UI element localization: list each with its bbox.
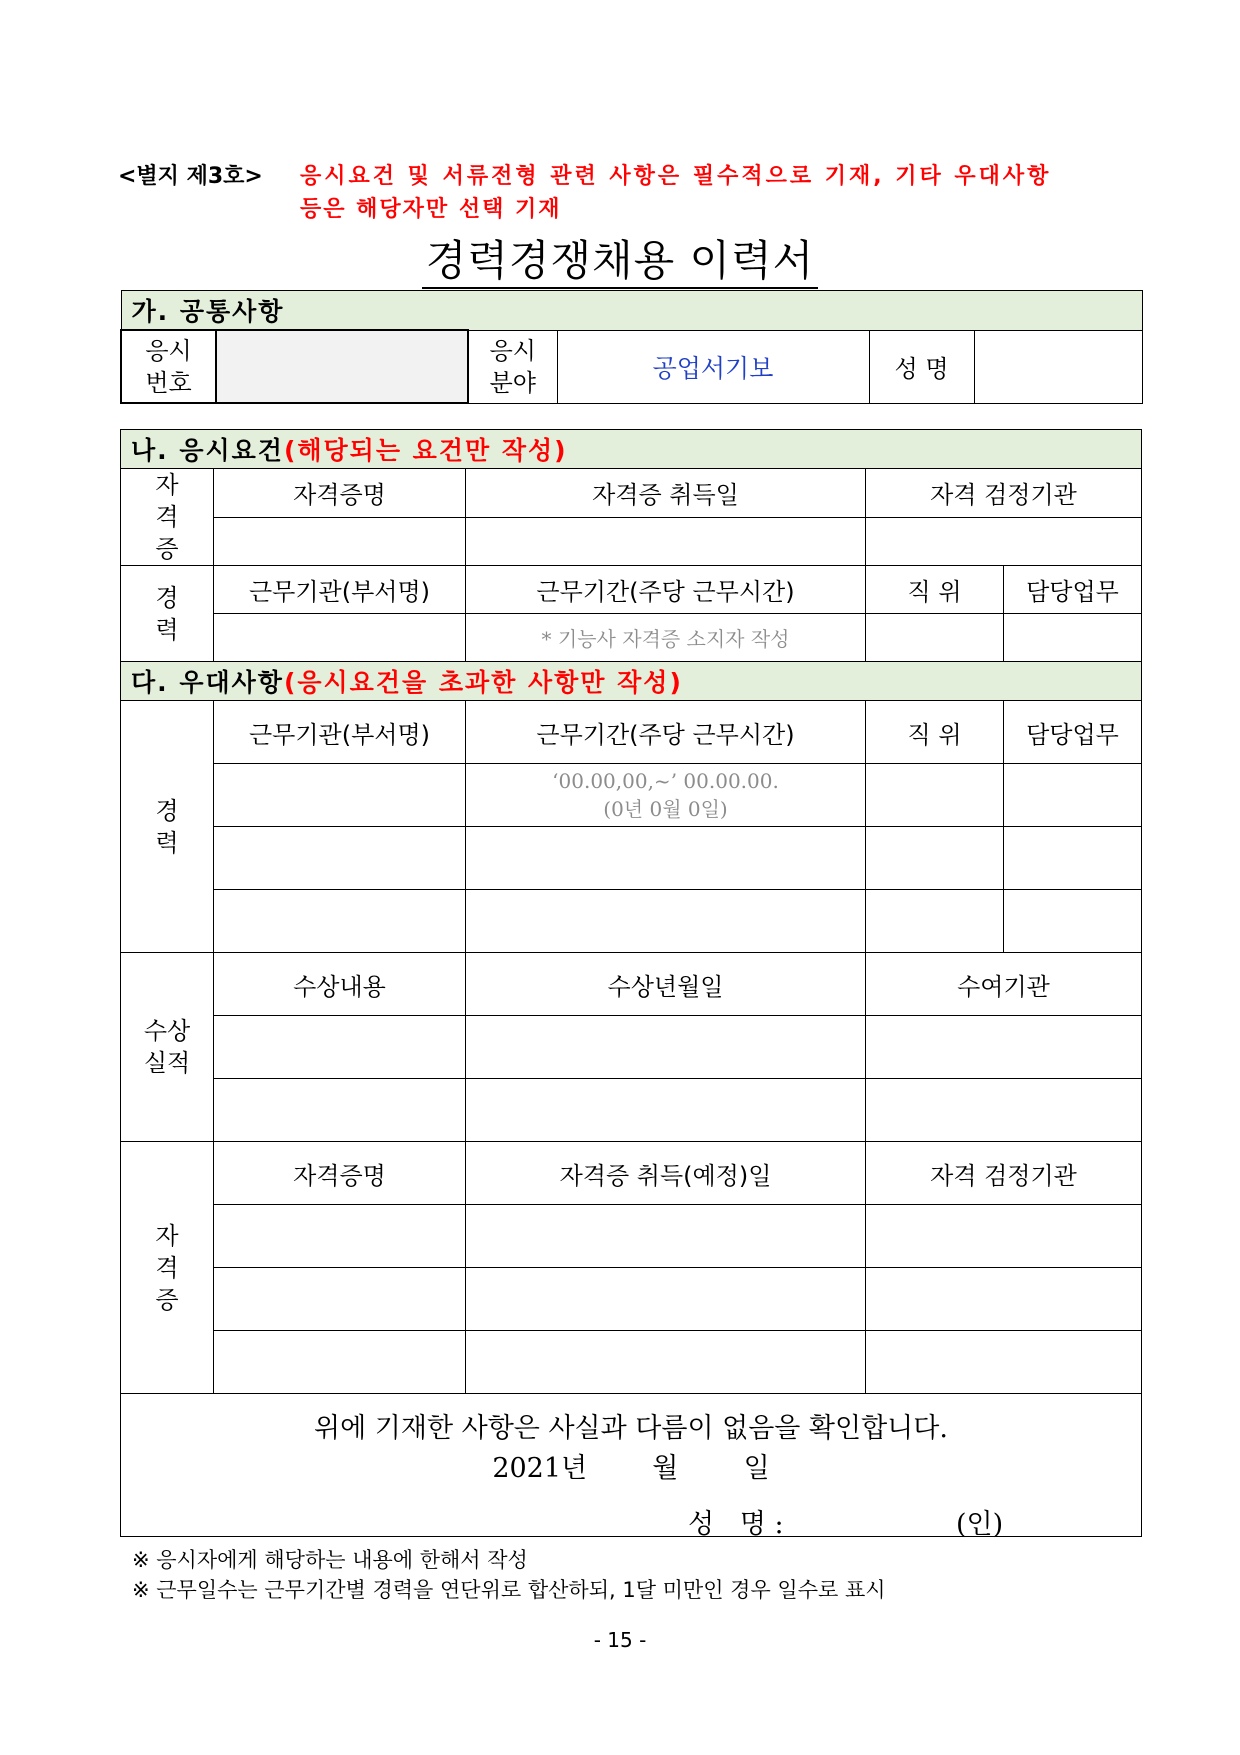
pref-cert-side-char: 자 <box>155 1221 179 1250</box>
req-career-hint[interactable]: * 기능사 자격증 소지자 작성 <box>466 614 866 662</box>
exam-number-label-2: 번호 <box>145 368 192 397</box>
req-cert-name-field[interactable] <box>214 517 466 566</box>
pref-award-row <box>121 1016 1142 1079</box>
document-title: 경력경쟁채용 이력서 <box>422 236 819 289</box>
application-field-label <box>468 330 557 403</box>
pref-cert-date-field[interactable] <box>466 1331 866 1394</box>
pref-award-side-label <box>121 953 214 1142</box>
pref-award-date-field[interactable] <box>466 1079 866 1142</box>
pref-career-position-field[interactable] <box>866 764 1004 827</box>
exam-number-field[interactable] <box>216 330 468 403</box>
req-career-header-org: 근무기관(부서명) <box>214 566 466 614</box>
pref-award-side-line: 수상 <box>143 1017 191 1045</box>
pref-cert-date-field[interactable] <box>466 1268 866 1331</box>
application-field-label-1: 응시 <box>489 336 536 365</box>
pref-career-duty-field[interactable] <box>1004 827 1142 890</box>
confirmation-statement: 위에 기재한 사항은 사실과 다름이 없음을 확인합니다. <box>314 1413 948 1444</box>
confirmation-year: 2021년 <box>492 1453 588 1484</box>
pref-cert-side-label <box>121 1142 214 1394</box>
pref-career-org-field[interactable] <box>214 827 466 890</box>
footnote-1: ※ 응시자에게 해당하는 내용에 한해서 작성 <box>132 1548 528 1572</box>
confirmation-month: 월 <box>652 1453 679 1484</box>
pref-career-org-field[interactable] <box>214 890 466 953</box>
pref-cert-agency-field[interactable] <box>866 1268 1142 1331</box>
pref-award-row <box>121 1079 1142 1142</box>
name-label: 성 명 <box>869 330 974 403</box>
pref-award-agency-field[interactable] <box>866 1016 1142 1079</box>
pref-award-content-field[interactable] <box>214 1016 466 1079</box>
req-cert-side-char: 증 <box>155 535 179 563</box>
page-number: - 15 - <box>593 1628 647 1652</box>
footnote-2: ※ 근무일수는 근무기간별 경력을 연단위로 합산하되, 1달 미만인 경우 일수로 표시 <box>132 1578 886 1602</box>
confirmation-block <box>121 1394 1142 1540</box>
pref-cert-side-char: 격 <box>155 1253 179 1282</box>
pref-cert-header-agency: 자격 검정기관 <box>866 1142 1142 1205</box>
req-career-header-position: 직 위 <box>866 566 1004 614</box>
pref-career-position-field[interactable] <box>866 890 1004 953</box>
section-na-note: (해당되는 요건만 작성) <box>283 436 568 465</box>
section-da-label: 다. 우대사항 <box>131 668 284 697</box>
section-ga-title: 가. 공통사항 <box>121 291 1142 331</box>
pref-career-org-field[interactable] <box>214 764 466 827</box>
pref-career-period-field[interactable] <box>466 827 866 890</box>
req-cert-header-name: 자격증명 <box>214 469 466 518</box>
pref-award-content-field[interactable] <box>214 1079 466 1142</box>
req-career-duty-field[interactable] <box>1004 614 1142 662</box>
pref-award-header-agency: 수여기관 <box>866 953 1142 1016</box>
req-cert-side-char: 격 <box>155 503 179 531</box>
req-cert-header-date: 자격증 취득일 <box>466 469 866 518</box>
req-cert-agency-field[interactable] <box>866 517 1142 566</box>
confirmation-date <box>121 1446 1141 1485</box>
pref-cert-name-field[interactable] <box>214 1331 466 1394</box>
req-cert-side-char: 자 <box>155 471 179 499</box>
seal-mark[interactable]: (인) <box>956 1509 1004 1540</box>
pref-career-header-period: 근무기간(주당 근무시간) <box>466 701 866 764</box>
pref-cert-row <box>121 1331 1142 1394</box>
pref-career-period-hint[interactable] <box>466 764 866 827</box>
pref-career-side-char: 력 <box>155 828 179 857</box>
pref-cert-side-char: 증 <box>155 1285 179 1314</box>
req-career-position-field[interactable] <box>866 614 1004 662</box>
pref-cert-name-field[interactable] <box>214 1205 466 1268</box>
pref-career-side-char: 경 <box>155 796 179 825</box>
pref-period-hint-2: (0년 0월 0일) <box>603 797 728 821</box>
pref-career-header-duty: 담당업무 <box>1004 701 1142 764</box>
pref-award-side-line: 실적 <box>143 1049 191 1077</box>
annex-note-line2: 등은 해당자만 선택 기재 <box>300 197 562 222</box>
req-career-org-field[interactable] <box>214 614 466 662</box>
req-cert-side-label <box>121 469 214 566</box>
pref-cert-agency-field[interactable] <box>866 1205 1142 1268</box>
name-field[interactable] <box>974 330 1142 403</box>
pref-career-side-label <box>121 701 214 953</box>
req-career-side-char: 력 <box>155 615 179 644</box>
document-title-wrap <box>0 228 1240 288</box>
main-table <box>120 429 1142 1540</box>
pref-career-header-org: 근무기관(부서명) <box>214 701 466 764</box>
pref-career-row <box>121 827 1142 890</box>
pref-award-agency-field[interactable] <box>866 1079 1142 1142</box>
pref-award-date-field[interactable] <box>466 1016 866 1079</box>
pref-career-header-position: 직 위 <box>866 701 1004 764</box>
pref-cert-name-field[interactable] <box>214 1268 466 1331</box>
pref-award-header-date: 수상년월일 <box>466 953 866 1016</box>
pref-cert-row <box>121 1205 1142 1268</box>
req-cert-date-field[interactable] <box>466 517 866 566</box>
req-cert-header-agency: 자격 검정기관 <box>866 469 1142 518</box>
pref-career-position-field[interactable] <box>866 827 1004 890</box>
req-career-side-label <box>121 566 214 662</box>
annex-note <box>300 160 1130 226</box>
pref-career-row <box>121 764 1142 827</box>
application-field-value[interactable]: 공업서기보 <box>557 330 869 403</box>
pref-career-period-field[interactable] <box>466 890 866 953</box>
req-career-header-duty: 담당업무 <box>1004 566 1142 614</box>
signature-label: 성 명 : <box>688 1509 784 1540</box>
exam-number-label-1: 응시 <box>145 336 192 365</box>
section-da-title <box>121 662 1142 701</box>
application-field-label-2: 분야 <box>489 368 536 397</box>
pref-cert-row <box>121 1268 1142 1331</box>
section-da-note: (응시요건을 초과한 사항만 작성) <box>283 668 683 697</box>
req-career-header-period: 근무기간(주당 근무시간) <box>466 566 866 614</box>
pref-cert-header-name: 자격증명 <box>214 1142 466 1205</box>
req-career-side-char: 경 <box>155 583 179 612</box>
pref-cert-header-date: 자격증 취득(예정)일 <box>466 1142 866 1205</box>
pref-career-row <box>121 890 1142 953</box>
annex-label: <별지 제3호> <box>118 164 263 189</box>
section-na-title <box>121 430 1142 469</box>
annex-note-line1: 응시요건 및 서류전형 관련 사항은 필수적으로 기재, 기타 우대사항 <box>300 164 1052 189</box>
confirmation-day: 일 <box>743 1453 770 1484</box>
common-table <box>120 290 1143 404</box>
pref-career-duty-field[interactable] <box>1004 890 1142 953</box>
pref-cert-date-field[interactable] <box>466 1205 866 1268</box>
pref-career-duty-field[interactable] <box>1004 764 1142 827</box>
section-na-label: 나. 응시요건 <box>131 436 284 465</box>
exam-number-label <box>121 330 216 403</box>
pref-period-hint-1: ‘00.00,00,~’ 00.00.00. <box>552 769 779 793</box>
pref-award-header-content: 수상내용 <box>214 953 466 1016</box>
footnotes <box>132 1545 886 1605</box>
pref-cert-agency-field[interactable] <box>866 1331 1142 1394</box>
